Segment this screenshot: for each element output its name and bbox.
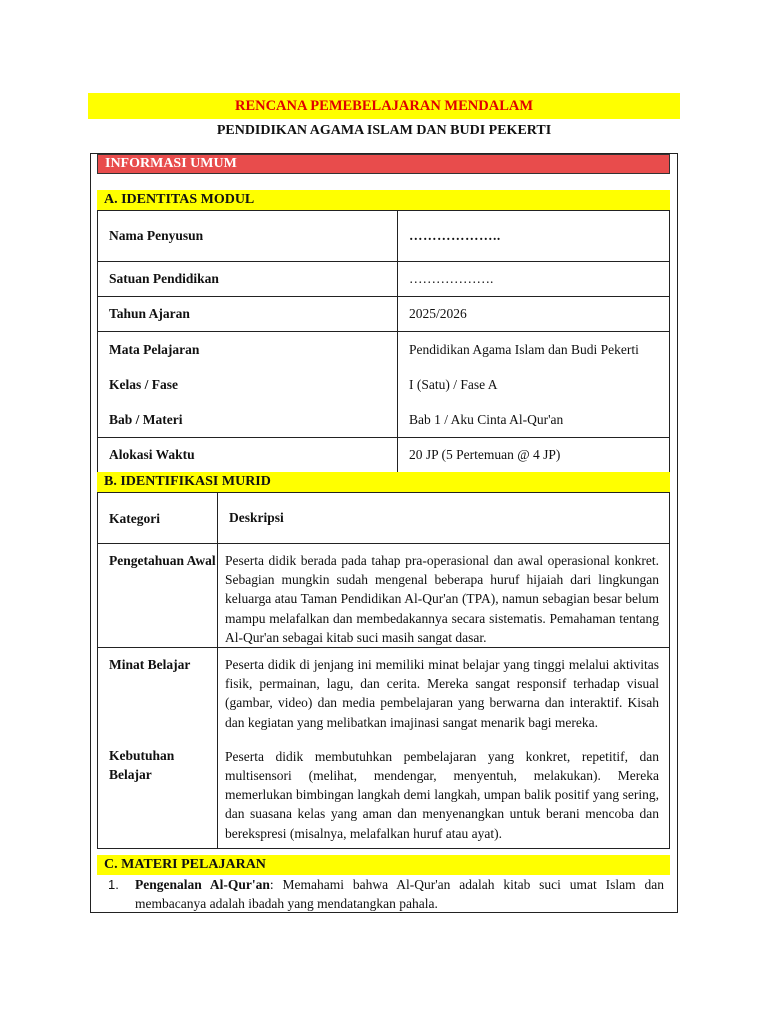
list-item [108, 875, 664, 913]
identitas-label: Satuan Pendidikan [98, 262, 398, 297]
deskripsi-cell: Peserta didik di jenjang ini memiliki minat belajar yang tinggi melalui aktivitas fisik, permainan, lagu, dan cerita. Mereka sangat responsif terhadap visual (gambar, video) dan media pembelajaran yang berwarna dan interaktif. Kisah dan kegiatan yang melibatkan imajinasi sangat menarik bagi mereka. [225, 657, 659, 730]
table-row [98, 438, 670, 473]
document-title: RENCANA PEMEBELAJARAN MENDALAM [88, 93, 680, 119]
identitas-label-group [98, 332, 398, 438]
kategori-cell: Kebutuhan Belajar [109, 748, 175, 783]
table-row [98, 262, 670, 297]
list-item-text: : Memahami bahwa Al-Qur'an adalah kitab suci umat Islam dan membacanya adalah ibadah yang mendatangkan pahala. [135, 877, 664, 911]
identitas-value: 20 JP (5 Pertemuan @ 4 JP) [398, 438, 670, 473]
materi-list [108, 875, 664, 913]
identitas-value: I (Satu) / Fase A [409, 376, 498, 392]
list-item-term: Pengenalan Al-Qur'an [135, 877, 270, 892]
identitas-value-group [398, 332, 670, 438]
identitas-value: Bab 1 / Aku Cinta Al-Qur'an [409, 411, 564, 427]
list-item-body [135, 875, 664, 913]
identitas-label: Alokasi Waktu [98, 438, 398, 473]
identitas-label: Nama Penyusun [98, 211, 398, 262]
deskripsi-cell-group [218, 648, 670, 849]
identitas-value: ………………. [398, 262, 670, 297]
table-row [98, 544, 670, 648]
identitas-label: Bab / Materi [109, 411, 183, 427]
section-heading-informasi-umum: INFORMASI UMUM [97, 154, 670, 174]
deskripsi-cell: Peserta didik berada pada tahap pra-operasional dan awal operasional konkret. Sebagian mungkin sudah mengenal beberapa huruf hijaiah dari lingkungan keluarga atau Taman Pendidikan Al-Qur'an (TPA), namun sebagian besar belum mampu melafalkan dan membedakannya secara sistematis. Pemahaman tentang Al-Qur'an sebagai kitab suci masih sangat dasar. [218, 544, 670, 648]
table-row [98, 648, 670, 849]
kategori-cell: Pengetahuan Awal [98, 544, 218, 648]
identitas-value: Pendidikan Agama Islam dan Budi Pekerti [409, 341, 639, 357]
section-heading-identifikasi-murid: B. IDENTIFIKASI MURID [97, 472, 670, 492]
table-row [98, 297, 670, 332]
kategori-cell-group [98, 648, 218, 849]
column-header-deskripsi: Deskripsi [218, 493, 670, 544]
identifikasi-table [97, 492, 670, 849]
column-header-kategori: Kategori [98, 493, 218, 544]
table-row [98, 211, 670, 262]
section-heading-materi-pelajaran: C. MATERI PELAJARAN [97, 855, 670, 875]
identitas-label: Kelas / Fase [109, 376, 178, 392]
kategori-cell: Minat Belajar [109, 657, 191, 673]
identitas-label: Tahun Ajaran [98, 297, 398, 332]
identitas-label: Mata Pelajaran [109, 341, 200, 357]
identitas-value: 2025/2026 [398, 297, 670, 332]
document-subtitle: PENDIDIKAN AGAMA ISLAM DAN BUDI PEKERTI [216, 123, 552, 138]
list-number: 1. [108, 877, 119, 892]
table-row [98, 332, 670, 438]
section-heading-identitas-modul: A. IDENTITAS MODUL [97, 190, 670, 210]
identitas-value: ……………….. [398, 211, 670, 262]
table-row [98, 493, 670, 544]
identitas-table [97, 210, 670, 473]
deskripsi-cell: Peserta didik membutuhkan pembelajaran yang konkret, repetitif, dan multisensori (melihat, mendengar, menyentuh, melakukan). Mereka memerlukan bimbingan langkah demi langkah, umpan balik positif yang sering, dan suasana kelas yang aman dan menyenangkan untuk berani mencoba dan berekspresi (misalnya, melafalkan huruf atau ayat). [225, 748, 659, 841]
